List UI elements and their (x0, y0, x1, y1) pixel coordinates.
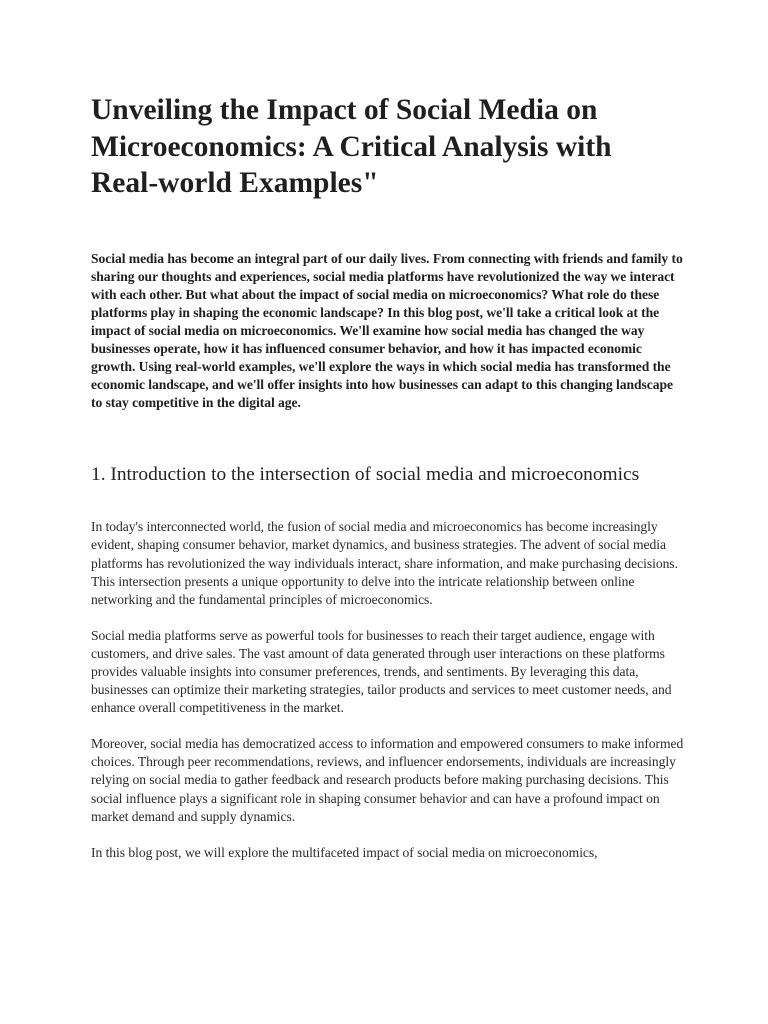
body-paragraph-4: In this blog post, we will explore the multifaceted impact of social media on microeconomics, (91, 844, 598, 860)
body-paragraph-3: Moreover, social media has democratized access to information and empowered consumers to make informed choices. Through peer recommendations, reviews, and influencer endorsements, individuals are increasingly relying on social media to gather feedback and research products before making purchasing decisions. This social influence plays a significant role in shaping consumer behavior and can have a profound impact on market demand and supply dynamics. (91, 736, 684, 824)
document-page (91, 92, 686, 862)
document-title: Unveiling the Impact of Social Media on Microeconomics: A Critical Analysis with Real-world Examples" (91, 94, 612, 199)
body-paragraph-1: In today's interconnected world, the fusion of social media and microeconomics has become increasingly evident, shaping consumer behavior, market dynamics, and business strategies. The advent of social media platforms has revolutionized the way individuals interact, share information, and make purchasing decisions. This intersection presents a unique opportunity to delve into the intricate relationship between online networking and the fundamental principles of microeconomics. (91, 519, 678, 607)
intro-paragraph: Social media has become an integral part of our daily lives. From connecting with friends and family to sharing our thoughts and experiences, social media platforms have revolutionized the way we interact with each other. But what about the impact of social media on microeconomics? What role do these platforms play in shaping the economic landscape? In this blog post, we'll take a critical look at the impact of social media on microeconomics. We'll examine how social media has changed the way businesses operate, how it has influenced consumer behavior, and how it has impacted economic growth. Using real-world examples, we'll explore the ways in which social media has transformed the economic landscape, and we'll offer insights into how businesses can adapt to this changing landscape to stay competitive in the digital age. (91, 250, 683, 411)
body-paragraph-2: Social media platforms serve as powerful tools for businesses to reach their target audience, engage with customers, and drive sales. The vast amount of data generated through user interactions on these platforms provides valuable insights into consumer preferences, trends, and sentiments. By leveraging this data, businesses can optimize their marketing strategies, tailor products and services to meet customer needs, and enhance overall competitiveness in the market. (91, 627, 672, 716)
section-heading: 1. Introduction to the intersection of social media and microeconomics (91, 464, 640, 486)
